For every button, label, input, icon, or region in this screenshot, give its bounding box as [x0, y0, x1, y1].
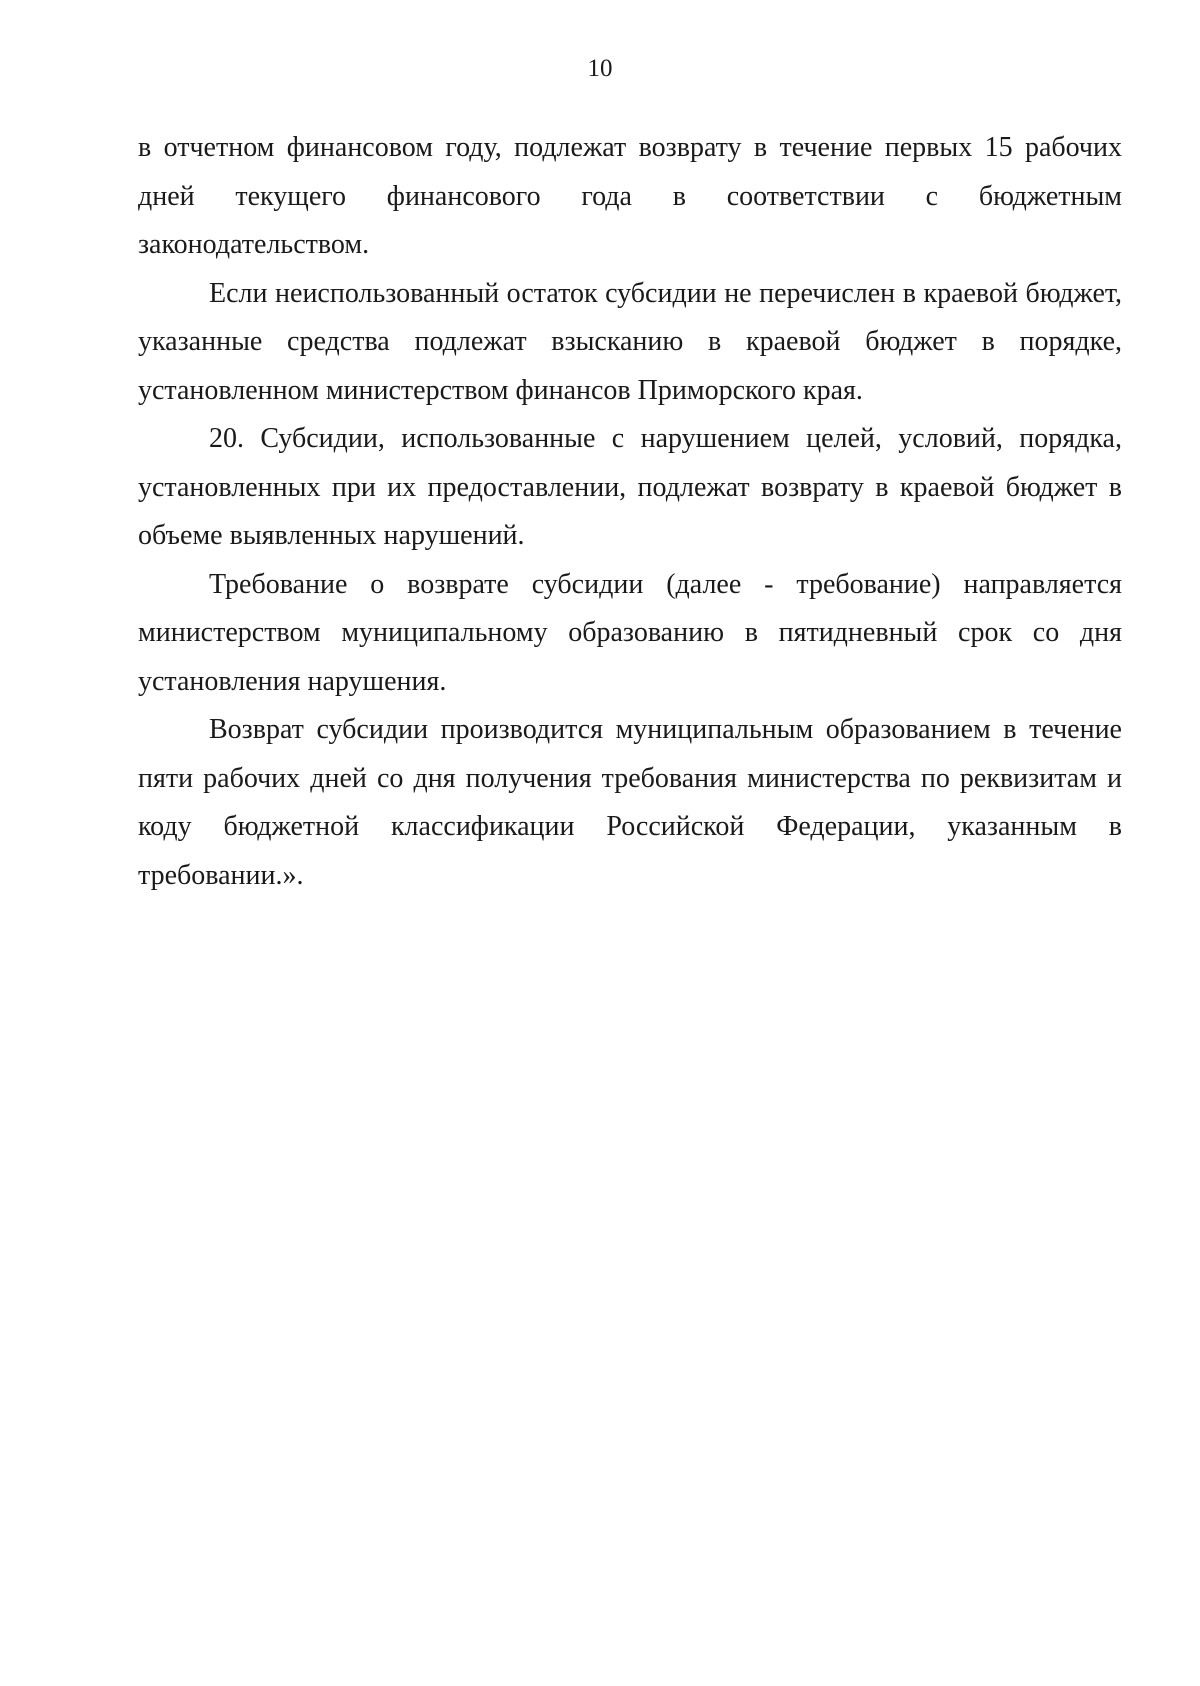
document-body [138, 124, 1122, 900]
paragraph-return-procedure: Возврат субсидии производится муниципальным образованием в течение пяти рабочих дней со дня получения требования министерства по реквизитам и коду бюджетной классификации Российской Федерации, указанным в требовании.». [138, 714, 1122, 891]
paragraph-unused-balance: Если неиспользованный остаток субсидии не перечислен в краевой бюджет, указанные средства подлежат взысканию в краевой бюджет в порядке, установленном министерством финансов Приморского края. [138, 277, 1122, 406]
paragraph-return-requirement: Требование о возврате субсидии (далее - требование) направляется министерством муниципальному образованию в пятидневный срок со дня установления нарушения. [138, 568, 1122, 697]
paragraph-item-20: 20. Субсидии, использованные с нарушением целей, условий, порядка, установленных при их предоставлении, подлежат возврату в краевой бюджет в объеме выявленных нарушений. [138, 423, 1122, 551]
paragraph-continuation: в отчетном финансовом году, подлежат возврату в течение первых 15 рабочих дней текущего финансового года в соответствии с бюджетным законодательством. [138, 132, 1122, 260]
page-number: 10 [587, 55, 613, 82]
